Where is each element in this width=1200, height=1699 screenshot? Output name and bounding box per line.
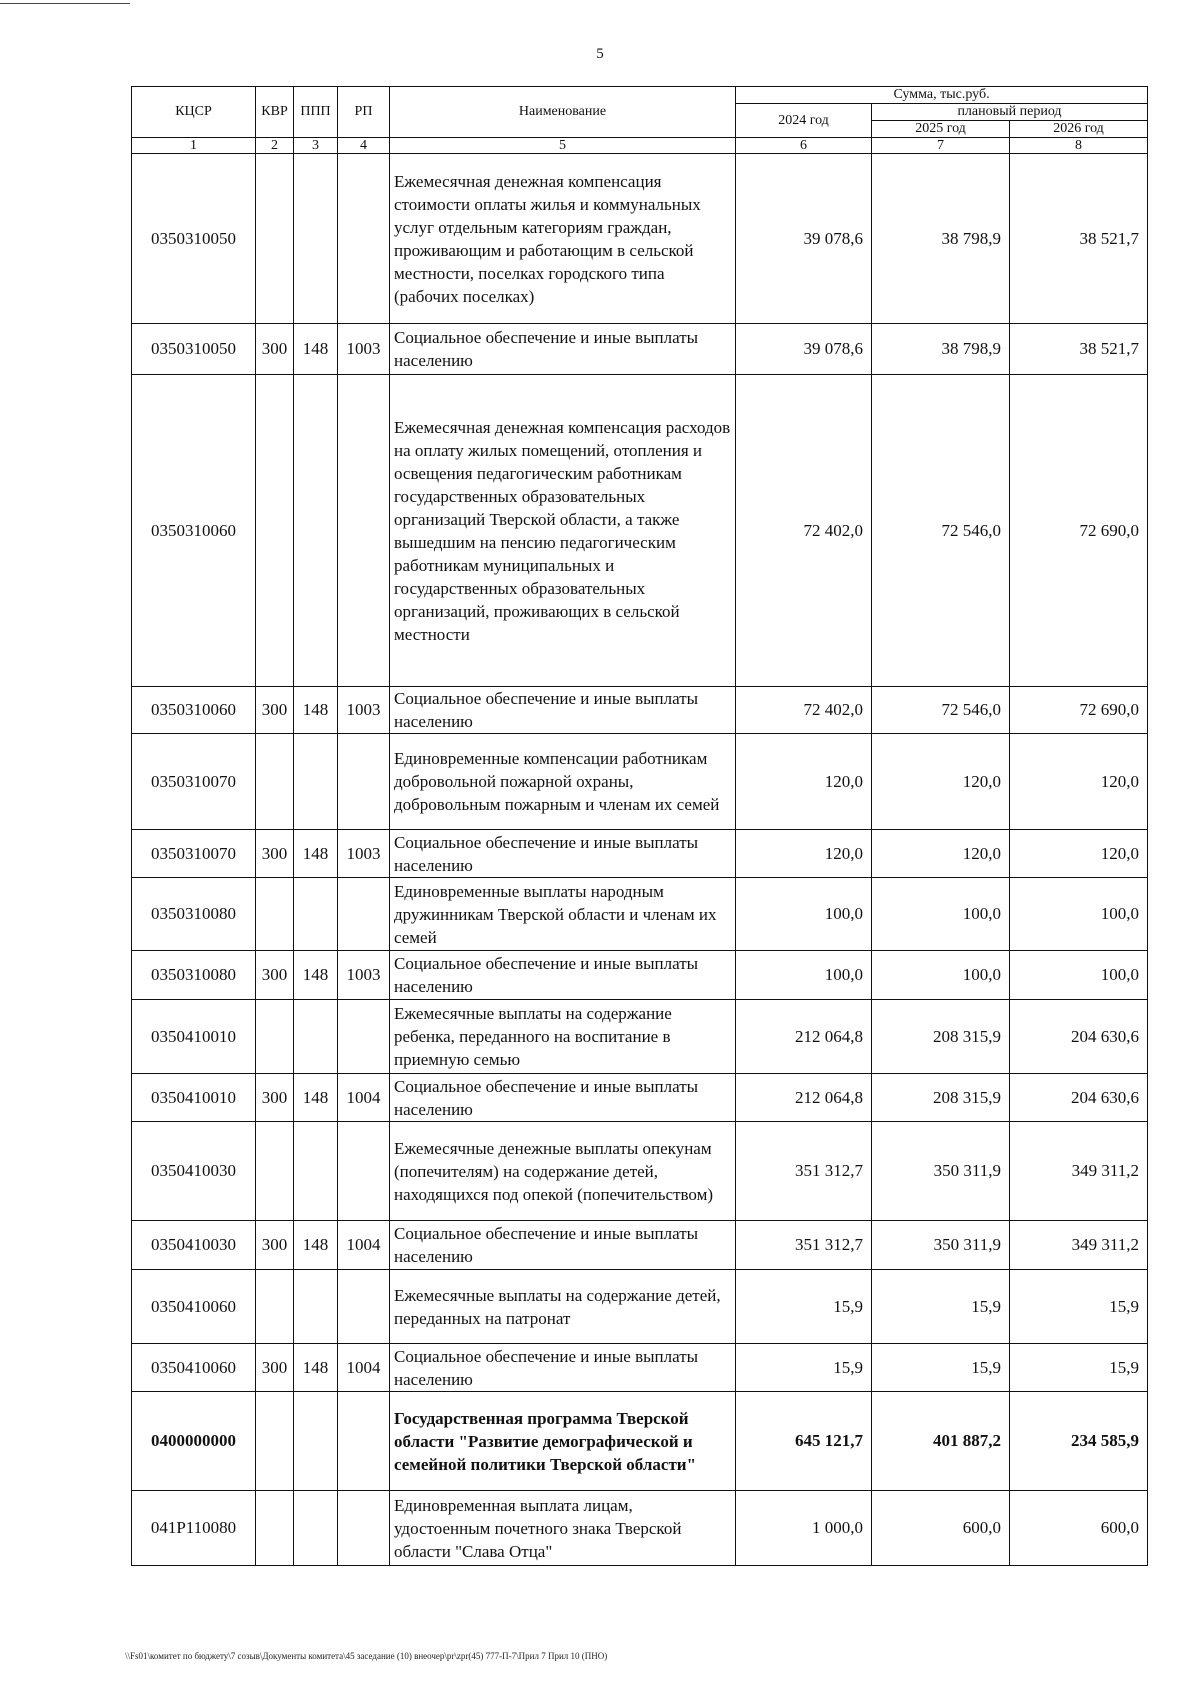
cell-name: Ежемесячные денежные выплаты опекунам (попечителям) на содержание детей, находящихся под опекой (попечительством) <box>390 1122 736 1221</box>
cell-name: Социальное обеспечение и иные выплаты населению <box>390 687 736 734</box>
table-row <box>132 830 1148 878</box>
cell-ppp: 148 <box>294 1221 338 1270</box>
cell-2025: 15,9 <box>872 1344 1010 1392</box>
cell-kvr <box>256 1392 294 1491</box>
cell-2024: 15,9 <box>736 1270 872 1344</box>
table-row <box>132 878 1148 951</box>
cell-2025: 72 546,0 <box>872 375 1010 687</box>
cell-name: Ежемесячные выплаты на содержание детей, переданных на патронат <box>390 1270 736 1344</box>
cell-rp <box>338 734 390 830</box>
cell-2025: 38 798,9 <box>872 324 1010 375</box>
cell-ppp <box>294 154 338 324</box>
header-year-2026: 2026 год <box>1010 121 1148 138</box>
cell-rp <box>338 1270 390 1344</box>
cell-name: Единовременные компенсации работникам добровольной пожарной охраны, добровольным пожарным и членам их семей <box>390 734 736 830</box>
cell-rp: 1003 <box>338 951 390 1000</box>
cell-2026: 15,9 <box>1010 1344 1148 1392</box>
cell-2026: 234 585,9 <box>1010 1392 1148 1491</box>
cell-ppp <box>294 1000 338 1074</box>
col-number: 6 <box>736 138 872 154</box>
cell-ppp: 148 <box>294 324 338 375</box>
cell-rp <box>338 1122 390 1221</box>
cell-2024: 39 078,6 <box>736 324 872 375</box>
cell-kcsr: 041P110080 <box>132 1491 256 1566</box>
cell-name: Единовременная выплата лицам, удостоенным почетного знака Тверской области "Слава Отца" <box>390 1491 736 1566</box>
table-row <box>132 375 1148 687</box>
col-number: 5 <box>390 138 736 154</box>
header-ppp: ППП <box>294 87 338 138</box>
cell-2026: 120,0 <box>1010 830 1148 878</box>
cell-rp <box>338 1392 390 1491</box>
cell-kcsr: 0350310060 <box>132 687 256 734</box>
header-planned-period: плановый период <box>872 104 1148 121</box>
cell-kcsr: 0350310060 <box>132 375 256 687</box>
table-row <box>132 1122 1148 1221</box>
cell-name: Ежемесячные выплаты на содержание ребенка, переданного на воспитание в приемную семью <box>390 1000 736 1074</box>
cell-kvr <box>256 154 294 324</box>
cell-rp: 1004 <box>338 1221 390 1270</box>
col-number: 2 <box>256 138 294 154</box>
cell-kvr: 300 <box>256 1344 294 1392</box>
cell-2025: 100,0 <box>872 951 1010 1000</box>
cell-2025: 72 546,0 <box>872 687 1010 734</box>
cell-kvr: 300 <box>256 951 294 1000</box>
table-row <box>132 1270 1148 1344</box>
cell-ppp: 148 <box>294 1074 338 1122</box>
header-year-2024: 2024 год <box>736 104 872 138</box>
table-row <box>132 734 1148 830</box>
cell-2026: 100,0 <box>1010 951 1148 1000</box>
cell-ppp: 148 <box>294 687 338 734</box>
cell-kcsr: 0350310080 <box>132 878 256 951</box>
cell-rp: 1004 <box>338 1074 390 1122</box>
header-rp: РП <box>338 87 390 138</box>
scan-edge-line <box>0 3 130 4</box>
cell-2026: 120,0 <box>1010 734 1148 830</box>
cell-ppp <box>294 734 338 830</box>
cell-rp <box>338 1000 390 1074</box>
cell-2024: 120,0 <box>736 830 872 878</box>
cell-ppp: 148 <box>294 951 338 1000</box>
cell-rp <box>338 375 390 687</box>
cell-kcsr: 0350410010 <box>132 1000 256 1074</box>
cell-2025: 208 315,9 <box>872 1000 1010 1074</box>
cell-2025: 120,0 <box>872 830 1010 878</box>
header-name: Наименование <box>390 87 736 138</box>
col-number: 7 <box>872 138 1010 154</box>
cell-name: Единовременные выплаты народным дружинникам Тверской области и членам их семей <box>390 878 736 951</box>
cell-kcsr: 0400000000 <box>132 1392 256 1491</box>
cell-2026: 72 690,0 <box>1010 375 1148 687</box>
cell-kvr <box>256 1122 294 1221</box>
cell-ppp <box>294 1270 338 1344</box>
budget-table <box>131 86 1148 1566</box>
cell-name: Социальное обеспечение и иные выплаты населению <box>390 830 736 878</box>
table-row-program <box>132 1392 1148 1491</box>
table-row <box>132 1074 1148 1122</box>
cell-name: Государственная программа Тверской области "Развитие демографической и семейной политики Тверской области" <box>390 1392 736 1491</box>
cell-2025: 350 311,9 <box>872 1221 1010 1270</box>
cell-kvr: 300 <box>256 1221 294 1270</box>
cell-2025: 15,9 <box>872 1270 1010 1344</box>
cell-rp <box>338 1491 390 1566</box>
cell-2026: 38 521,7 <box>1010 154 1148 324</box>
cell-name: Социальное обеспечение и иные выплаты населению <box>390 324 736 375</box>
cell-name: Социальное обеспечение и иные выплаты населению <box>390 1074 736 1122</box>
cell-2026: 38 521,7 <box>1010 324 1148 375</box>
cell-2024: 15,9 <box>736 1344 872 1392</box>
cell-ppp <box>294 1392 338 1491</box>
cell-rp <box>338 154 390 324</box>
cell-2025: 38 798,9 <box>872 154 1010 324</box>
page-number: 5 <box>596 46 604 62</box>
cell-kvr: 300 <box>256 1074 294 1122</box>
cell-rp: 1004 <box>338 1344 390 1392</box>
cell-2026: 72 690,0 <box>1010 687 1148 734</box>
cell-rp: 1003 <box>338 324 390 375</box>
cell-kcsr: 0350310050 <box>132 154 256 324</box>
cell-name: Социальное обеспечение и иные выплаты населению <box>390 1344 736 1392</box>
cell-kvr: 300 <box>256 324 294 375</box>
cell-2025: 600,0 <box>872 1491 1010 1566</box>
header-kcsr: КЦСР <box>132 87 256 138</box>
table-row <box>132 1221 1148 1270</box>
cell-2024: 645 121,7 <box>736 1392 872 1491</box>
cell-2026: 100,0 <box>1010 878 1148 951</box>
cell-2026: 15,9 <box>1010 1270 1148 1344</box>
table-row <box>132 1000 1148 1074</box>
table-row <box>132 1491 1148 1566</box>
cell-kcsr: 0350310050 <box>132 324 256 375</box>
cell-2024: 120,0 <box>736 734 872 830</box>
cell-2024: 212 064,8 <box>736 1074 872 1122</box>
cell-2024: 72 402,0 <box>736 375 872 687</box>
table-row <box>132 154 1148 324</box>
header-year-2025: 2025 год <box>872 121 1010 138</box>
cell-name: Социальное обеспечение и иные выплаты населению <box>390 1221 736 1270</box>
header-sum: Сумма, тыс.руб. <box>736 87 1148 104</box>
cell-rp: 1003 <box>338 830 390 878</box>
table-row <box>132 951 1148 1000</box>
cell-2024: 100,0 <box>736 878 872 951</box>
cell-2026: 349 311,2 <box>1010 1122 1148 1221</box>
cell-2025: 100,0 <box>872 878 1010 951</box>
cell-kvr: 300 <box>256 687 294 734</box>
cell-ppp <box>294 878 338 951</box>
cell-2025: 350 311,9 <box>872 1122 1010 1221</box>
cell-ppp <box>294 1122 338 1221</box>
cell-name: Социальное обеспечение и иные выплаты населению <box>390 951 736 1000</box>
col-number: 3 <box>294 138 338 154</box>
cell-kvr <box>256 878 294 951</box>
cell-name: Ежемесячная денежная компенсация стоимости оплаты жилья и коммунальных услуг отдельным категориям граждан, проживающим и работающим в сельской местности, поселках городского типа (рабочих поселках) <box>390 154 736 324</box>
cell-2024: 351 312,7 <box>736 1221 872 1270</box>
cell-kvr <box>256 1000 294 1074</box>
cell-ppp <box>294 1491 338 1566</box>
cell-kvr <box>256 375 294 687</box>
cell-kcsr: 0350410060 <box>132 1270 256 1344</box>
cell-kcsr: 0350310070 <box>132 830 256 878</box>
cell-2024: 212 064,8 <box>736 1000 872 1074</box>
cell-name: Ежемесячная денежная компенсация расходов на оплату жилых помещений, отопления и освещения педагогическим работникам государственных образовательных организаций Тверской области, а также вышедшим на пенсию педагогическим работникам муниципальных и государственных образовательных организаций, проживающих в сельской местности <box>390 375 736 687</box>
cell-ppp: 148 <box>294 1344 338 1392</box>
cell-kvr: 300 <box>256 830 294 878</box>
col-number: 1 <box>132 138 256 154</box>
cell-2026: 349 311,2 <box>1010 1221 1148 1270</box>
cell-rp <box>338 878 390 951</box>
cell-kvr <box>256 1270 294 1344</box>
cell-ppp: 148 <box>294 830 338 878</box>
table-row <box>132 1344 1148 1392</box>
cell-2025: 120,0 <box>872 734 1010 830</box>
cell-2026: 600,0 <box>1010 1491 1148 1566</box>
cell-kcsr: 0350410030 <box>132 1221 256 1270</box>
cell-kcsr: 0350410060 <box>132 1344 256 1392</box>
col-number: 4 <box>338 138 390 154</box>
cell-kcsr: 0350410010 <box>132 1074 256 1122</box>
cell-kvr <box>256 734 294 830</box>
table-row <box>132 687 1148 734</box>
cell-kcsr: 0350310070 <box>132 734 256 830</box>
cell-2024: 72 402,0 <box>736 687 872 734</box>
cell-2024: 1 000,0 <box>736 1491 872 1566</box>
cell-2026: 204 630,6 <box>1010 1000 1148 1074</box>
cell-2024: 39 078,6 <box>736 154 872 324</box>
cell-rp: 1003 <box>338 687 390 734</box>
cell-2024: 351 312,7 <box>736 1122 872 1221</box>
footer-file-path: \\Fs01\комитет по бюджету\7 созыв\Документы комитета\45 заседание (10) внеочер\pr\zpr(45) 777-П-7\Прил 7 Прил 10 (ПНО) <box>125 1651 608 1661</box>
cell-ppp <box>294 375 338 687</box>
cell-kcsr: 0350410030 <box>132 1122 256 1221</box>
col-number: 8 <box>1010 138 1148 154</box>
cell-kcsr: 0350310080 <box>132 951 256 1000</box>
cell-2024: 100,0 <box>736 951 872 1000</box>
cell-2025: 208 315,9 <box>872 1074 1010 1122</box>
table-row <box>132 324 1148 375</box>
cell-2026: 204 630,6 <box>1010 1074 1148 1122</box>
cell-2025: 401 887,2 <box>872 1392 1010 1491</box>
cell-kvr <box>256 1491 294 1566</box>
header-kvr: КВР <box>256 87 294 138</box>
